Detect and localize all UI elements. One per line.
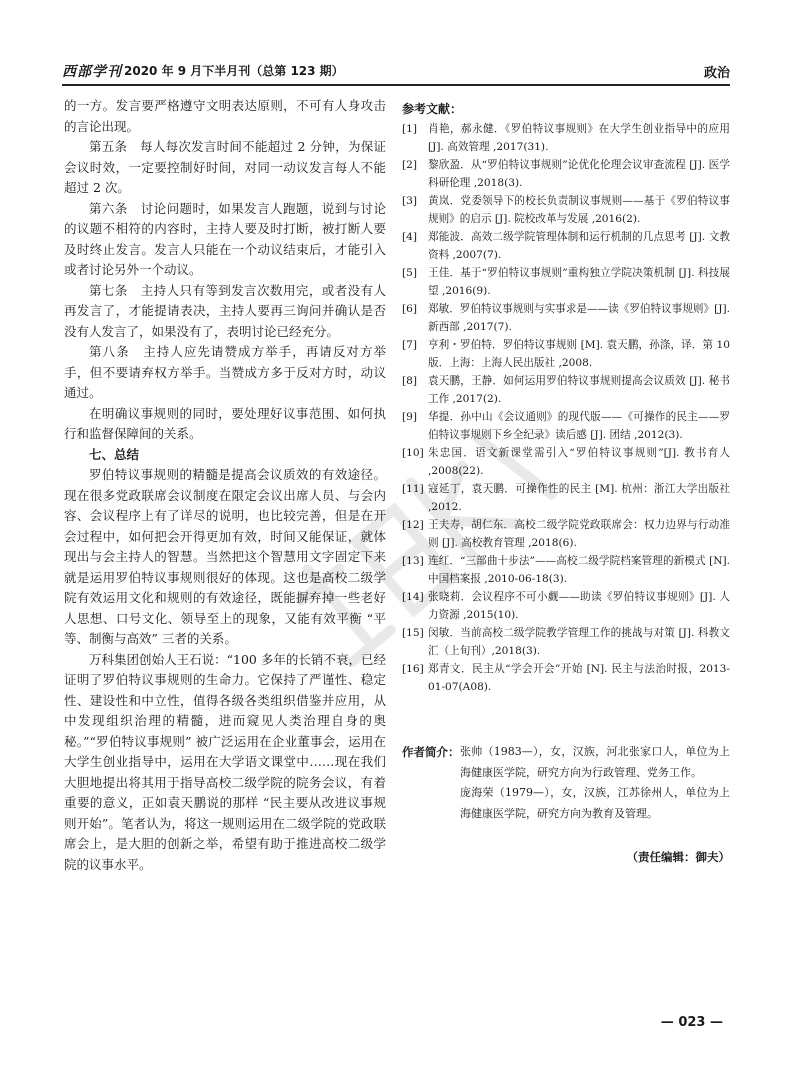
reference-item [402,192,730,228]
section-heading: 七、总结 [89,446,140,462]
reference-text: 郑青文．民主从“学会开会”开始 [N]. 民主与法治时报，2013-01-07(A08). [428,663,730,693]
reference-item [402,372,730,408]
page-number: — 023 — [660,1015,723,1030]
paragraph: 第七条 主持人只有等到发言次数用完，或者没有人再发言了，才能提请表决，主持人要再三询问并确认是否没有人发言了，如果没有了，表明讨论已经充分。 [64,282,386,339]
reference-item [402,444,730,480]
author-info [402,742,730,824]
reference-number: [3] [402,195,418,207]
reference-text: 肖艳，郝永健．《罗伯特议事规则》在大学生创业指导中的应用 [J]. 高效管理 ,2017(31). [428,123,730,153]
paragraph: 第六条 讨论问题时，如果发言人跑题，说到与讨论的议题不相符的内容时，主持人要及时打断，被打断人要及时终止发言。发言人只能在一个动议结束后，才能引入或者讨论另外一个动议。 [64,200,386,277]
author-bio: 庞海荣（1979—），女，汉族，江苏徐州人，单位为上海健康医学院，研究方向为教育及管理。 [460,786,730,820]
reference-number: [15] [402,627,424,639]
reference-number: [4] [402,231,418,243]
reference-number: [12] [402,519,424,531]
reference-number: [9] [402,411,418,423]
reference-number: [10] [402,447,424,459]
reference-text: 朱忠国．语文新课堂需引入“罗伯特议事规则”[J]. 教书育人 ,2008(22). [428,447,730,477]
reference-text: 华提．孙中山《会议通则》的现代版——《可操作的民主——罗伯特议事规则下乡全纪录》读后感 [J]. 团结 ,2012(3). [428,411,730,441]
issue-info: 2020 年 9 月下半月刊（总第 123 期） [124,64,344,78]
reference-item [402,156,730,192]
reference-number: [5] [402,267,418,279]
reference-number: [13] [402,555,424,567]
reference-text: 张晓莉．会议程序不可小觑——助读《罗伯特议事规则》[J]. 人力资源 ,2015(10). [428,591,730,621]
reference-item [402,552,730,588]
reference-text: 黎欣盈．从“罗伯特议事规则”论优化伦理会议审查流程 [J]. 医学科研伦理 ,2018(3). [428,159,730,189]
reference-item [402,264,730,300]
paragraph: 罗伯特议事规则的精髓是提高会议质效的有效途径。现在很多党政联席会议制度在限定会议出席人员、与会内容、会议程序上有了详尽的说明，也比较完善，但是在开会过程中，如何把会开得更加有效，时间又能保证，就体现出与会主持人的智慧。当然把这个智慧用文字固定下来就是运用罗伯特议事规则很好的体现。这也是高校二级学院有效运用文化和规则的有效途径，既能摒弃掉一些老好人思想、口号文化、领导至上的现象，又能有效平衡 “平等、制衡与高效” 三者的关系。 [64,467,386,646]
reference-text: 寇延丁，袁天鹏．可操作性的民主 [M]. 杭州：浙江大学出版社 ,2012. [428,483,730,513]
reference-item [402,336,730,372]
reference-number: [1] [402,123,418,135]
reference-text: 袁天鹏，王静．如何运用罗伯特议事规则提高会议质效 [J]. 秘书工作 ,2017(2). [428,375,730,405]
author-bio: 张帅（1983—），女，汉族，河北张家口人，单位为上海健康医学院，研究方向为行政管理、党务工作。 [460,745,730,779]
reference-number: [8] [402,375,418,387]
reference-item [402,300,730,336]
reference-text: 连红．“三部曲十步法”——高校二级学院档案管理的新模式 [N]. 中国档案报 ,2010-06-18(3). [428,555,730,585]
reference-item [402,660,730,696]
reference-number: [14] [402,591,424,603]
reference-item [402,120,730,156]
reference-text: 王佳．基于“罗伯特议事规则”重构独立学院决策机制 [J]. 科技展望 ,2016(9). [428,267,730,297]
paragraph: 第五条 每人每次发言时间不能超过 2 分钟，为保证会议时效，一定要控制好时间，对同一动议发言每人不能超过 2 次。 [64,139,386,195]
reference-list [402,120,730,696]
paragraph: 第八条 主持人应先请赞成方举手，再请反对方举手，但不要请弃权方举手。当赞成方多于反对方时，动议通过。 [64,344,386,400]
reference-number: [7] [402,339,418,351]
reference-text: 王夫寿，胡仁东．高校二级学院党政联席会：权力边界与行动准则 [J]. 高校教育管理 ,2018(6). [428,519,730,549]
references-title: 参考文献： [402,102,463,116]
reference-item [402,588,730,624]
paragraph: 的一方。发言要严格遵守文明表达原则，不可有人身攻击的言论出现。 [64,98,386,134]
paragraph: 万科集团创始人王石说：“100 多年的长销不衰，已经证明了罗伯特议事规则的生命力。它保持了严谨性、稳定性、建设性和中立性，值得各级各类组织借鉴并应用，从中发现组织治理的精髓，进而窥见人类治理自身的奥秘。”“罗伯特议事规则” 被广泛运用在企业董事会，运用在大学生创业指导中，运用在大学语文课堂中……现在我们大胆地提出将其用于指导高校二级学院的院务会议，有着重要的意义，正如袁天鹏说的那样 “民主要从改进议事规则开始”。笔者认为，将这一规则运用在二级学院的党政联席会上，是大胆的创新之举，希望有助于推进高校二级学院的议事水平。 [64,651,386,872]
reference-number: [16] [402,663,424,675]
reference-number: [11] [402,483,424,495]
reference-item [402,516,730,552]
section-name: 政治 [703,66,730,81]
reference-text: 黄岚．党委领导下的校长负责制议事规则——基于《罗伯特议事规则》的启示 [J]. 院校改革与发展 ,2016(2). [428,195,730,225]
references-column [402,100,730,696]
main-text-column [64,96,386,875]
reference-item [402,480,730,516]
reference-text: 闵敏．当前高校二级学院教学管理工作的挑战与对策 [J]. 科教文汇（上旬刊）,2018(3). [428,627,730,657]
running-header [62,60,730,86]
reference-text: 郑能波．高效二级学院管理体制和运行机制的几点思考 [J]. 文教资料 ,2007(7). [428,231,730,261]
reference-number: [6] [402,303,418,315]
reference-number: [2] [402,159,418,171]
author-label: 作者简介： [402,745,460,759]
responsible-editor: （责任编辑：御夫） [626,850,730,864]
reference-item [402,408,730,444]
reference-item [402,228,730,264]
reference-text: 亨利・罗伯特．罗伯特议事规则 [M]. 袁天鹏，孙涤，译．第 10 版．上海：上海人民出版社 ,2008. [428,339,730,369]
reference-text: 郑敏．罗伯特议事规则与实事求是——读《罗伯特议事规则》[J]. 新西部 ,2017(7). [428,303,730,333]
reference-item [402,624,730,660]
paragraph: 在明确议事规则的同时，要处理好议事范围、如何执行和监督保障间的关系。 [64,405,386,441]
journal-logo: 西部学刊 [62,64,122,80]
